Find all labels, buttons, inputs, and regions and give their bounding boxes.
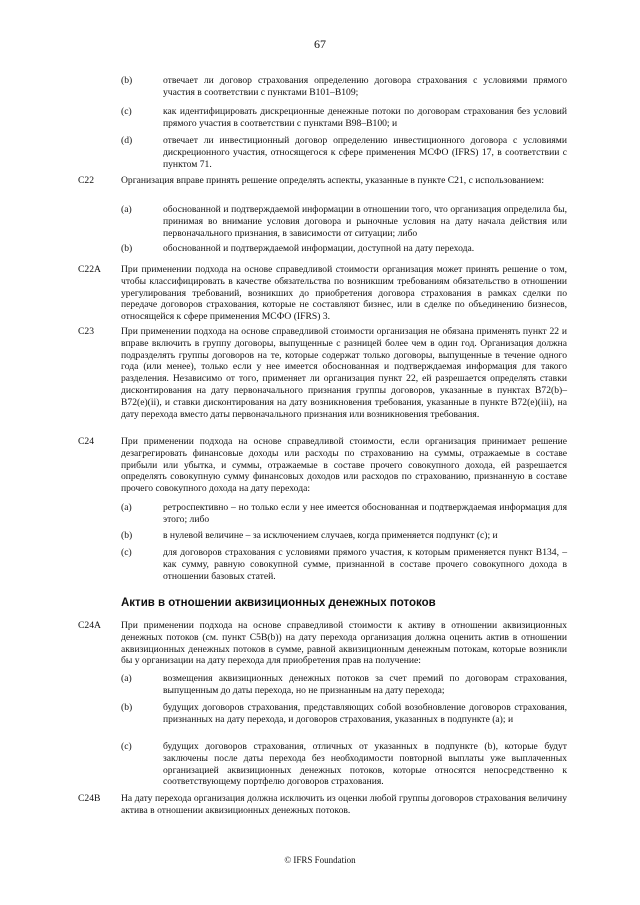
paragraph-c24a: При применении подхода на основе справедливой стоимости к активу в отношении аквизиционных денежных потоков (см. пункт C5B(b)) на дату перехода организация должна оценить актив в отношении аквизиционных денежных потоков в сумме, равной аквизиционным денежным потокам, которые возникли бы у организации на дату перехода для приобретения прав на получение:: [121, 620, 567, 667]
item-label: (a): [121, 673, 132, 684]
section-heading: Актив в отношении аквизиционных денежных потоков: [121, 597, 436, 609]
paragraph-c22: Организация вправе принять решение определять аспекты, указанные в пункте C21, с использованием:: [121, 175, 545, 186]
item-label: (c): [121, 547, 132, 558]
item-label: (c): [121, 106, 132, 117]
paragraph-c23: При применении подхода на основе справедливой стоимости организация не обязана применять пункт 22 и вправе включить в группу договоры, выпущенные с разницей более чем в один год. Организация должна подразделять группы договоров на те, которые содержат только договоры, выпущенные в течение одного года (или менее), только если у нее имеется обоснованная и подтверждаемая информация для такого разделения. Независимо от того, применяет ли организация пункт 22, ей разрешается определять ставки дисконтирования на дату первоначального признания группы договоров, указанные в пунктах B72(b)–B72(e)(ii), и ставки дисконтирования на дату возникновения требования, указанные в пункте B72(e)(iii), на дату перехода вместо даты первоначального признания или возникновения требования.: [121, 326, 567, 420]
item-label: (b): [121, 530, 133, 541]
item-text: обоснованной и подтверждаемой информации, доступной на дату перехода.: [163, 243, 475, 254]
paragraph-c24b: На дату перехода организация должна исключить из оценки любой группы договоров страхования величину актива в отношении аквизиционных денежных потоков.: [121, 793, 567, 816]
paragraph-label-c24: C24: [78, 436, 94, 447]
item-text: возмещения аквизиционных денежных потоков за счет премий по договорам страхования, выпущенным до даты перехода, но не признанным на дату перехода;: [163, 673, 567, 696]
paragraph-label-c22a: C22A: [78, 264, 101, 275]
item-label: (a): [121, 502, 132, 513]
paragraph-c24: При применении подхода на основе справедливой стоимости, если организация принимает решение дезагрегировать финансовые доходы или расходы по страхованию на суммы, отражаемые в составе прибыли или убытка, и суммы, отражаемые в составе прочего совокупного дохода, ей разрешается определять совокупную сумму финансовых доходов или расходов по страхованию, признанную в составе прочего совокупного дохода на дату перехода:: [121, 436, 567, 495]
page-number: 67: [314, 37, 326, 51]
paragraph-label-c22: C22: [78, 175, 94, 186]
item-label: (b): [121, 243, 133, 254]
item-label: (b): [121, 75, 133, 86]
item-text: отвечает ли инвестиционный договор определению инвестиционного договора с условиями дискреционного участия, относящегося к сфере применения МСФО (IFRS) 17, в соответствии с пунктом 71.: [163, 135, 567, 170]
item-text: будущих договоров страхования, отличных от указанных в подпункте (b), которые будут заключены после даты перехода без необходимости повторной выплаты уже выплаченных организацией аквизиционных денежных потоков, которые относятся непосредственно к соответствующему портфелю договоров страхования.: [163, 741, 567, 788]
paragraph-label-c24a: C24A: [78, 620, 101, 631]
item-text: обоснованной и подтверждаемой информации в отношении того, что организация определила бы, принимая во внимание условия договора и рыночные условия на дату начала действия или первоначального признания, в зависимости от ситуации; либо: [163, 204, 567, 239]
paragraph-c22a: При применении подхода на основе справедливой стоимости организация может принять решение о том, чтобы классифицировать в качестве обязательства по возникшим требованиям обязательство в отношении урегулирования требований, возникших до приобретения договора страхования в рамках сделки по передаче договоров страхования, которые не составляют бизнес, или в сделке по объединению бизнесов, относящейся к сфере применения МСФО (IFRS) 3.: [121, 264, 567, 323]
item-text: ретроспективно – но только если у нее имеется обоснованная и подтверждаемая информация для этого; либо: [163, 502, 567, 525]
footer-copyright: © IFRS Foundation: [284, 855, 356, 865]
item-label: (d): [121, 135, 133, 146]
item-text: будущих договоров страхования, представляющих собой возобновление договоров страхования, признанных на дату перехода, и договоров страхования, указанных в подпункте (a); и: [163, 702, 567, 725]
item-text: отвечает ли договор страхования определению договора страхования с условиями прямого участия в соответствии с пунктами B101–B109;: [163, 75, 567, 98]
paragraph-label-c23: C23: [78, 326, 94, 337]
item-text: как идентифицировать дискреционные денежные потоки по договорам страхования без условий прямого участия в соответствии с пунктами B98–B100; и: [163, 106, 567, 129]
item-label: (a): [121, 204, 132, 215]
paragraph-label-c24b: C24B: [78, 793, 101, 804]
item-label: (b): [121, 702, 133, 713]
item-label: (c): [121, 741, 132, 752]
item-text: для договоров страхования с условиями прямого участия, к которым применяется пункт B134, – как сумму, равную совокупной сумме, признанной в составе прочего совокупного дохода в отношении базовых статей.: [163, 547, 567, 582]
item-text: в нулевой величине – за исключением случаев, когда применяется подпункт (c); и: [163, 530, 498, 541]
